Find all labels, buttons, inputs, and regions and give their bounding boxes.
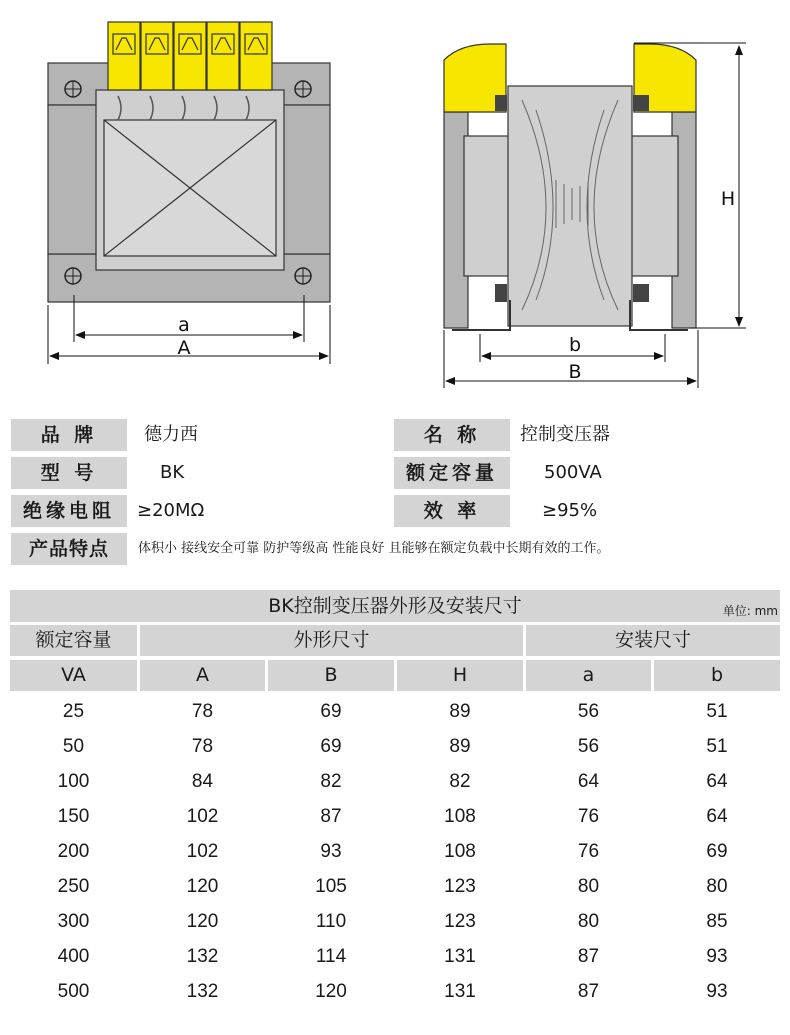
table-cell: 80 — [577, 911, 600, 932]
name-label: 名 称 — [394, 419, 510, 451]
table-row — [10, 764, 780, 799]
table-cell: 93 — [706, 946, 728, 967]
table-cell: 120 — [315, 981, 347, 1002]
header-mount: 安装尺寸 — [526, 625, 780, 656]
header-capacity: 额定容量 — [10, 625, 137, 656]
table-row — [10, 974, 780, 1009]
table-cell: 89 — [449, 701, 471, 722]
table-cell: 120 — [186, 911, 219, 932]
table-cell: 69 — [320, 736, 342, 757]
table-cell: 87 — [577, 981, 600, 1002]
dim-label-A: A — [177, 337, 191, 359]
table-cell: 78 — [191, 701, 214, 722]
model-label: 型 号 — [11, 457, 127, 489]
table-cell: 114 — [315, 946, 347, 967]
dimension-drawings — [0, 0, 790, 400]
table-cell: 56 — [577, 736, 600, 757]
col-header: B — [268, 660, 394, 691]
efficiency-value: ≥95% — [542, 500, 598, 521]
table-cell: 108 — [444, 806, 476, 827]
table-cell: 64 — [577, 771, 600, 792]
dim-label-b: b — [568, 334, 582, 356]
table-cell: 51 — [706, 736, 728, 757]
table-cell: 50 — [62, 736, 85, 757]
table-cell: 80 — [577, 876, 600, 897]
capacity-label: 额定容量 — [394, 457, 510, 489]
table-cell: 200 — [57, 841, 90, 862]
table-cell: 93 — [320, 841, 342, 862]
table-cell: 105 — [315, 876, 347, 897]
table-row — [10, 939, 780, 974]
col-header: A — [140, 660, 265, 691]
table-cell: 250 — [57, 876, 90, 897]
table-title-bar — [10, 590, 780, 622]
col-header: H — [397, 660, 523, 691]
table-cell: 123 — [444, 876, 476, 897]
table-cell: 69 — [320, 701, 342, 722]
table-cell: 120 — [186, 876, 219, 897]
table-row — [10, 834, 780, 869]
table-cell: 56 — [577, 701, 600, 722]
front-view — [48, 22, 330, 364]
table-row — [10, 904, 780, 939]
table-cell: 102 — [186, 806, 219, 827]
side-view — [444, 43, 746, 388]
brand-value: 德力西 — [144, 424, 198, 445]
table-row — [10, 869, 780, 904]
capacity-value: 500VA — [544, 462, 602, 483]
table-row — [10, 729, 780, 764]
model-value: BK — [160, 462, 185, 483]
table-cell: 132 — [186, 981, 219, 1002]
table-cell: 51 — [706, 701, 728, 722]
table-unit: 单位: mm — [722, 604, 778, 618]
name-value: 控制变压器 — [520, 424, 610, 445]
table-row — [10, 799, 780, 834]
table-cell: 84 — [191, 771, 214, 792]
dim-label-H: H — [720, 188, 736, 210]
table-cell: 93 — [706, 981, 728, 1002]
col-header: b — [654, 660, 780, 691]
features-value: 体积小 接线安全可靠 防护等级高 性能良好 且能够在额定负载中长期有效的工作。 — [138, 541, 610, 556]
table-cell: 89 — [449, 736, 471, 757]
table-cell: 400 — [57, 946, 90, 967]
col-header: VA — [10, 660, 137, 691]
table-cell: 500 — [57, 981, 90, 1002]
table-cell: 131 — [444, 981, 476, 1002]
brand-label: 品 牌 — [11, 419, 127, 451]
col-header: a — [526, 660, 651, 691]
table-cell: 150 — [57, 806, 90, 827]
table-cell: 87 — [320, 806, 342, 827]
features-label: 产品特点 — [11, 533, 127, 565]
table-cell: 25 — [62, 701, 85, 722]
table-cell: 87 — [577, 946, 600, 967]
terminal-block-icon — [108, 22, 272, 90]
table-title: BK控制变压器外形及安装尺寸 — [268, 595, 522, 617]
table-cell: 300 — [57, 911, 90, 932]
table-cell: 76 — [577, 841, 600, 862]
table-cell: 110 — [315, 911, 347, 932]
table-cell: 108 — [444, 841, 476, 862]
table-cell: 80 — [706, 876, 728, 897]
table-cell: 131 — [444, 946, 476, 967]
table-cell: 64 — [706, 806, 728, 827]
dim-label-B: B — [568, 361, 582, 383]
dim-label-a: a — [178, 314, 190, 336]
table-cell: 82 — [449, 771, 471, 792]
table-cell: 64 — [706, 771, 728, 792]
insulation-value: ≥20MΩ — [137, 500, 205, 521]
table-cell: 82 — [320, 771, 342, 792]
table-cell: 123 — [444, 911, 476, 932]
table-cell: 85 — [706, 911, 728, 932]
table-row — [10, 694, 780, 729]
table-cell: 76 — [577, 806, 600, 827]
header-outline: 外形尺寸 — [140, 625, 523, 656]
insulation-label: 绝缘电阻 — [11, 495, 127, 527]
table-cell: 69 — [706, 841, 728, 862]
table-cell: 132 — [186, 946, 219, 967]
table-cell: 78 — [191, 736, 214, 757]
efficiency-label: 效 率 — [394, 495, 510, 527]
table-cell: 102 — [186, 841, 219, 862]
table-cell: 100 — [57, 771, 90, 792]
